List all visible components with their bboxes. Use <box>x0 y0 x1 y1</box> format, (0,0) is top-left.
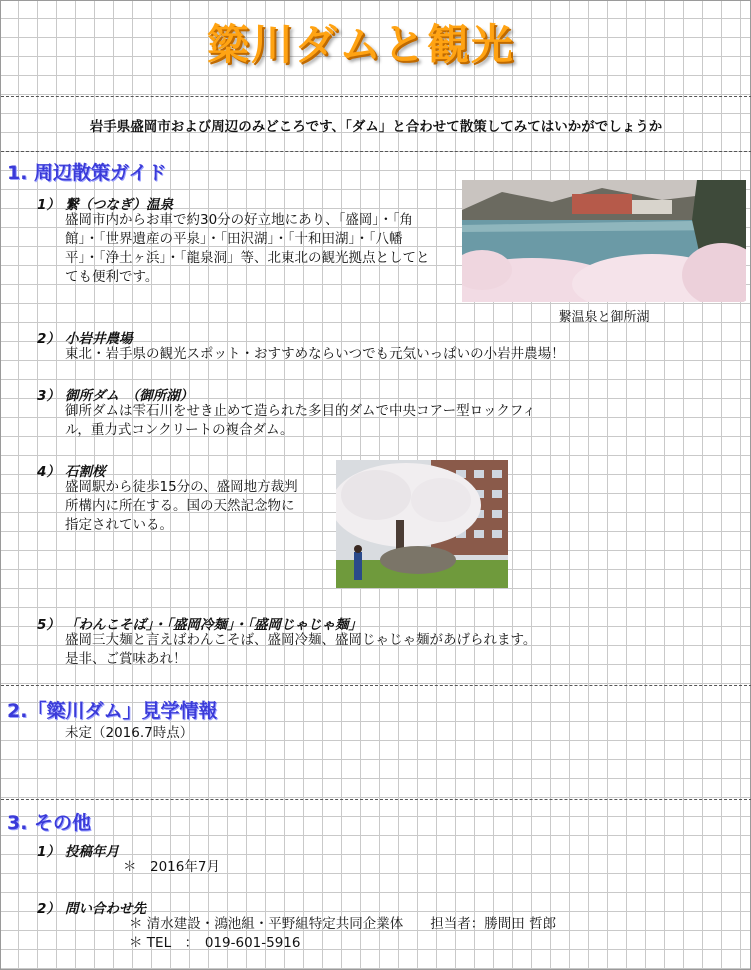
section-heading-other: 3. その他 <box>7 812 92 834</box>
text-line: 東北・岩手県の観光スポット・おすすめならいつでも元気いっぱいの小岩井農場！ <box>65 346 565 362</box>
item-heading-gosho-dam <box>37 384 193 404</box>
text-line: ＊ 清水建設・鴻池組・平野組特定共同企業体 担当者：勝間田 哲郎 <box>129 916 557 932</box>
item-title: 投稿年月 <box>65 844 119 860</box>
item-heading-three-noodles <box>37 613 362 633</box>
text-line: 館」・「世界遺産の平泉」・「田沢湖」・「十和田湖」・「八幡 <box>65 231 403 247</box>
text-line: 所構内に所在する。国の天然記念物に <box>65 498 295 514</box>
section-heading-guide: 1. 周辺散策ガイド <box>7 162 167 184</box>
text-line: ＊ TEL ： 019-601-5916 <box>129 935 301 951</box>
item-number: 5） <box>37 617 60 633</box>
item-number: 3） <box>37 388 60 404</box>
item-body-ishiwarizakura <box>65 478 335 535</box>
item-heading-ishiwarizakura <box>37 460 106 480</box>
text-line: ＊ 2016年7月 <box>123 859 220 875</box>
divider <box>1 96 751 97</box>
tour-info-text: 未定（2016.7時点） <box>65 725 194 741</box>
item-title: 小岩井農場 <box>65 331 133 347</box>
item-title: 石割桜 <box>65 464 106 480</box>
item-number: 1） <box>37 197 60 213</box>
item-heading-tsunagi-onsen <box>37 193 173 213</box>
item-number: 2） <box>37 901 60 917</box>
photo-tsunagi-onsen <box>462 180 746 302</box>
text-line: 是非、ご賞味あれ！ <box>65 651 187 667</box>
text-line: 平」・「浄土ヶ浜」・「龍泉洞」等、北東北の観光拠点としてと <box>65 250 430 266</box>
item-title: 御所ダム （御所湖） <box>65 388 194 404</box>
text-line: 盛岡市内からお車で約30分の好立地にあり、「盛岡」・「角 <box>65 212 413 228</box>
divider <box>1 799 751 800</box>
item-body-koiwai-farm <box>65 345 725 364</box>
text-line: ル，重力式コンクリートの複合ダム。 <box>65 422 294 438</box>
page-title: 簗川ダムと観光 <box>206 20 515 69</box>
item-body-gosho-dam <box>65 402 725 440</box>
item-number: 1） <box>37 844 60 860</box>
item-body-tsunagi-onsen <box>65 211 460 287</box>
contact-info <box>129 915 729 953</box>
photo-ishiwarizakura <box>336 460 508 588</box>
item-number: 2） <box>37 331 60 347</box>
posted-date <box>123 858 220 877</box>
item-title: 「わんこそば」・「盛岡冷麺」・「盛岡じゃじゃ麺」 <box>65 617 362 633</box>
photo-caption: 繋温泉と御所湖 <box>558 310 650 325</box>
text-line: 盛岡駅から徒歩15分の、盛岡地方裁判 <box>65 479 298 495</box>
divider <box>1 151 751 152</box>
intro-text: 岩手県盛岡市および周辺のみどころです、「ダム」と合わせて散策してみてはいかがでしょうか <box>89 119 663 135</box>
item-body-three-noodles <box>65 631 725 669</box>
item-heading-posted <box>37 840 119 860</box>
item-title: 問い合わせ先 <box>65 901 146 917</box>
section-heading-tour-info: 2.「簗川ダム」見学情報 <box>7 700 218 722</box>
item-number: 4） <box>37 464 60 480</box>
text-line: 御所ダムは雫石川をせき止めて造られた多目的ダムで中央コアー型ロックフィ <box>65 403 536 419</box>
text-line: 盛岡三大麺と言えばわんこそば、盛岡冷麺、盛岡じゃじゃ麺があげられます。 <box>65 632 537 648</box>
text-line: 指定されている。 <box>65 517 173 533</box>
item-title: 繋（つなぎ）温泉 <box>65 197 173 213</box>
item-heading-contact <box>37 897 146 917</box>
text-line: ても便利です。 <box>65 269 159 285</box>
divider <box>1 685 751 686</box>
item-heading-koiwai-farm <box>37 327 133 347</box>
